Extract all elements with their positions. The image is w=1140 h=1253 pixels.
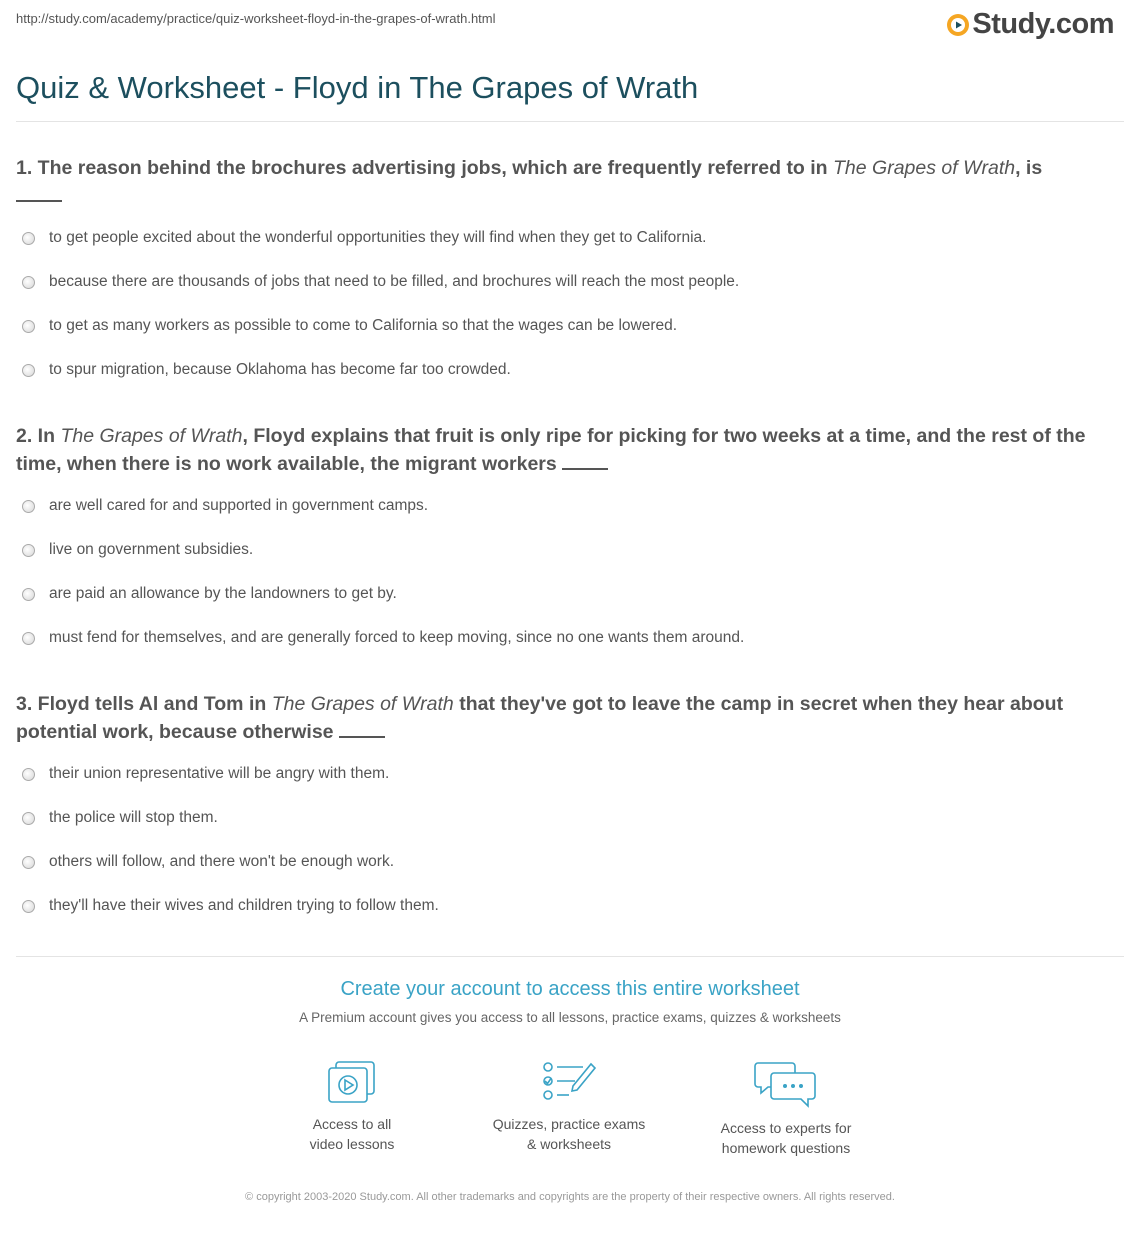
question-3-text-end: that they've got to leave the camp in secret when they hear about potential work, because otherwise	[16, 693, 1064, 743]
answer-option[interactable]	[22, 317, 677, 335]
answer-blank	[16, 182, 62, 202]
answer-label: to get people excited about the wonderful opportunities they will find when they get to California.	[49, 229, 707, 246]
radio-button-icon[interactable]	[22, 276, 35, 289]
answer-label: others will follow, and there won't be enough work.	[49, 853, 395, 870]
copyright-notice: © copyright 2003-2020 Study.com. All other trademarks and copyrights are the property of their respective owners. All rights reserved.	[245, 1191, 895, 1203]
question-1	[16, 154, 1124, 210]
answer-label: because there are thousands of jobs that need to be filled, and brochures will reach the most people.	[49, 273, 740, 290]
page-url: http://study.com/academy/practice/quiz-worksheet-floyd-in-the-grapes-of-wrath.html	[16, 11, 496, 26]
radio-button-icon[interactable]	[22, 768, 35, 781]
radio-button-icon[interactable]	[22, 900, 35, 913]
answer-label: are well cared for and supported in government camps.	[49, 497, 429, 514]
answer-option[interactable]	[22, 897, 439, 915]
question-2-text-end: , Floyd explains that fruit is only ripe for picking for two weeks at a time, and the rest of the time, when there is no work available, the migrant workers	[16, 425, 1086, 475]
feature-line: Quizzes, practice exams	[492, 1116, 646, 1132]
question-2-title-ref: The Grapes of Wrath	[60, 425, 243, 447]
logo-text: Study.com	[972, 8, 1114, 40]
answer-label: must fend for themselves, and are generally forced to keep moving, since no one wants them around.	[49, 629, 745, 646]
question-2	[16, 422, 1124, 478]
answer-option[interactable]	[22, 497, 428, 515]
play-logo-icon	[946, 13, 970, 37]
video-lessons-icon	[326, 1060, 378, 1106]
answer-option[interactable]	[22, 585, 397, 603]
answer-blank	[339, 718, 385, 738]
answer-label: to get as many workers as possible to come to California so that the wages can be lowered.	[49, 317, 678, 334]
answer-label: live on government subsidies.	[49, 541, 254, 558]
answer-option[interactable]	[22, 853, 394, 871]
answer-label: their union representative will be angry with them.	[49, 765, 390, 782]
section-divider	[16, 956, 1124, 957]
radio-button-icon[interactable]	[22, 544, 35, 557]
question-1-text: 1. The reason behind the brochures advertising jobs, which are frequently referred to in	[16, 157, 834, 179]
answer-label: they'll have their wives and children trying to follow them.	[49, 897, 439, 914]
radio-button-icon[interactable]	[22, 812, 35, 825]
answer-option[interactable]	[22, 273, 739, 291]
chat-bubbles-icon	[754, 1060, 818, 1110]
answer-option[interactable]	[22, 541, 253, 559]
create-account-link[interactable]: Create your account to access this entire worksheet	[340, 978, 800, 1000]
question-1-title-ref: The Grapes of Wrath	[833, 157, 1016, 179]
radio-button-icon[interactable]	[22, 588, 35, 601]
question-3-text: 3. Floyd tells Al and Tom in	[16, 693, 272, 715]
question-3	[16, 690, 1124, 746]
radio-button-icon[interactable]	[22, 232, 35, 245]
answer-option[interactable]	[22, 229, 706, 247]
title-divider	[16, 121, 1124, 122]
feature-quizzes	[479, 1060, 659, 1154]
answer-label: are paid an allowance by the landowners to get by.	[49, 585, 397, 602]
answer-option[interactable]	[22, 809, 218, 827]
answer-option[interactable]	[22, 629, 744, 647]
feature-line: homework questions	[721, 1140, 851, 1156]
answer-label: the police will stop them.	[49, 809, 218, 826]
feature-line: Access to experts for	[720, 1120, 852, 1136]
answer-blank	[562, 450, 608, 470]
feature-line: video lessons	[309, 1136, 395, 1152]
feature-experts	[696, 1060, 876, 1158]
question-2-text: 2. In	[16, 425, 61, 447]
premium-description: A Premium account gives you access to all lessons, practice exams, quizzes & worksheets	[299, 1010, 841, 1025]
question-1-text-end: , is	[1015, 157, 1043, 179]
question-3-title-ref: The Grapes of Wrath	[271, 693, 454, 715]
study-logo[interactable]	[946, 8, 1114, 41]
answer-label: to spur migration, because Oklahoma has become far too crowded.	[49, 361, 511, 378]
radio-button-icon[interactable]	[22, 632, 35, 645]
feature-video-lessons	[262, 1060, 442, 1154]
quiz-checklist-icon	[541, 1060, 597, 1106]
radio-button-icon[interactable]	[22, 320, 35, 333]
answer-option[interactable]	[22, 765, 389, 783]
page-title: Quiz & Worksheet - Floyd in The Grapes of Wrath	[16, 70, 699, 105]
radio-button-icon[interactable]	[22, 500, 35, 513]
feature-line: Access to all	[312, 1116, 392, 1132]
radio-button-icon[interactable]	[22, 856, 35, 869]
feature-line: & worksheets	[526, 1136, 612, 1152]
answer-option[interactable]	[22, 361, 511, 379]
radio-button-icon[interactable]	[22, 364, 35, 377]
